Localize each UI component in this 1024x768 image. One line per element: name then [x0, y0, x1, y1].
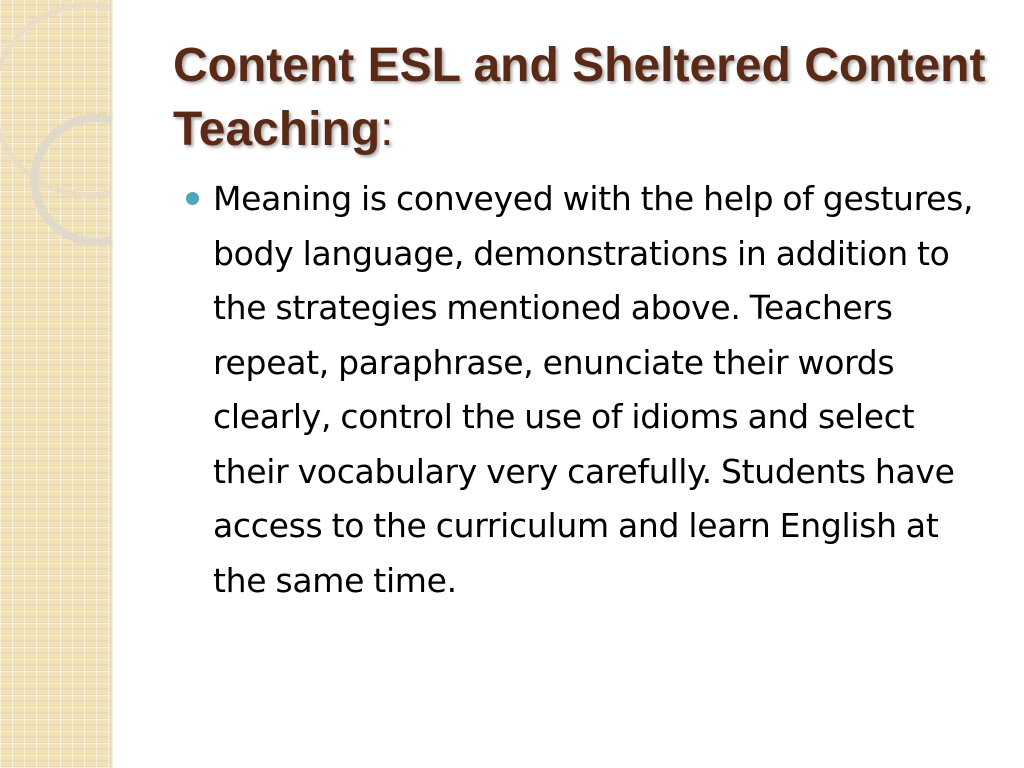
decorative-rings: [0, 0, 130, 260]
bullet-text: Meaning is conveyed with the help of gestures, body language, demonstrations in addition to the strategies mentioned above. Teachers repeat, paraphrase, enunciate their words clearly, control the use of idioms and select their vocabulary very carefully. Students have access to the curriculum and learn English at the same time.: [213, 179, 974, 600]
ring-small-arc: [34, 118, 112, 242]
bullet-dot-icon: [186, 192, 199, 205]
ring-large-arc: [0, 5, 112, 195]
bullet-item: [186, 172, 996, 608]
slide-title: [173, 34, 993, 162]
slide-title-colon: :: [380, 103, 394, 156]
slide-body: [186, 172, 996, 608]
slide-title-text: Content ESL and Sheltered Content Teaching: [173, 39, 986, 156]
